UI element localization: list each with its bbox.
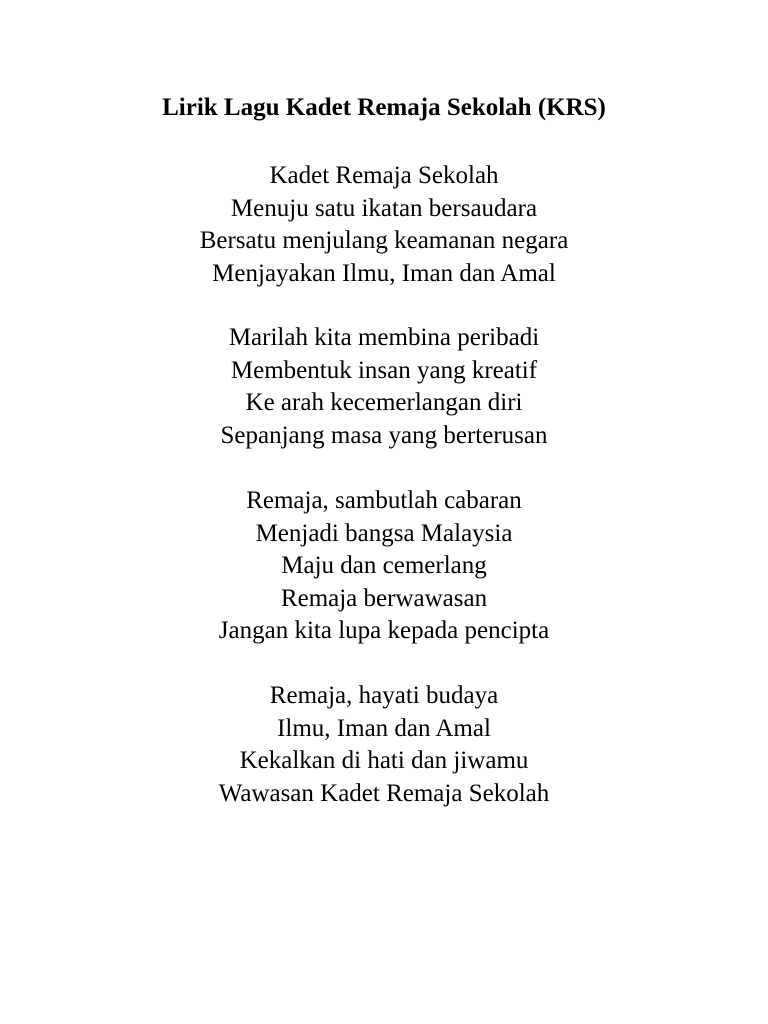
lyric-line: Marilah kita membina peribadi bbox=[228, 324, 540, 351]
lyric-line: Kekalkan di hati dan jiwamu bbox=[239, 747, 529, 774]
lyric-line: Ke arah kecemerlangan diri bbox=[245, 389, 523, 416]
lyric-line: Bersatu menjulang keamanan negara bbox=[199, 227, 569, 254]
stanza-2 bbox=[0, 322, 768, 452]
lyric-line: Jangan kita lupa kepada pencipta bbox=[218, 617, 550, 644]
lyric-line: Sepanjang masa yang berterusan bbox=[220, 421, 548, 449]
lyric-line: Menjayakan Ilmu, Iman dan Amal bbox=[212, 259, 556, 287]
page-title: Lirik Lagu Kadet Remaja Sekolah (KRS) bbox=[162, 94, 606, 121]
lyric-line: Remaja, hayati budaya bbox=[269, 682, 499, 709]
lyric-line: Remaja berwawasan bbox=[280, 584, 488, 612]
stanza-1 bbox=[0, 160, 768, 290]
lyric-line: Menjadi bangsa Malaysia bbox=[255, 519, 513, 547]
lyric-line: Menuju satu ikatan bersaudara bbox=[230, 194, 538, 222]
lyric-line: Remaja, sambutlah cabaran bbox=[246, 487, 522, 514]
lyric-line: Maju dan cemerlang bbox=[281, 552, 487, 579]
stanza-3 bbox=[0, 485, 768, 648]
lyric-line: Kadet Remaja Sekolah bbox=[269, 162, 499, 189]
lyric-line: Ilmu, Iman dan Amal bbox=[277, 714, 491, 742]
lyric-line: Wawasan Kadet Remaja Sekolah bbox=[218, 779, 550, 807]
lyric-line: Membentuk insan yang kreatif bbox=[230, 356, 538, 384]
stanza-4 bbox=[0, 680, 768, 810]
